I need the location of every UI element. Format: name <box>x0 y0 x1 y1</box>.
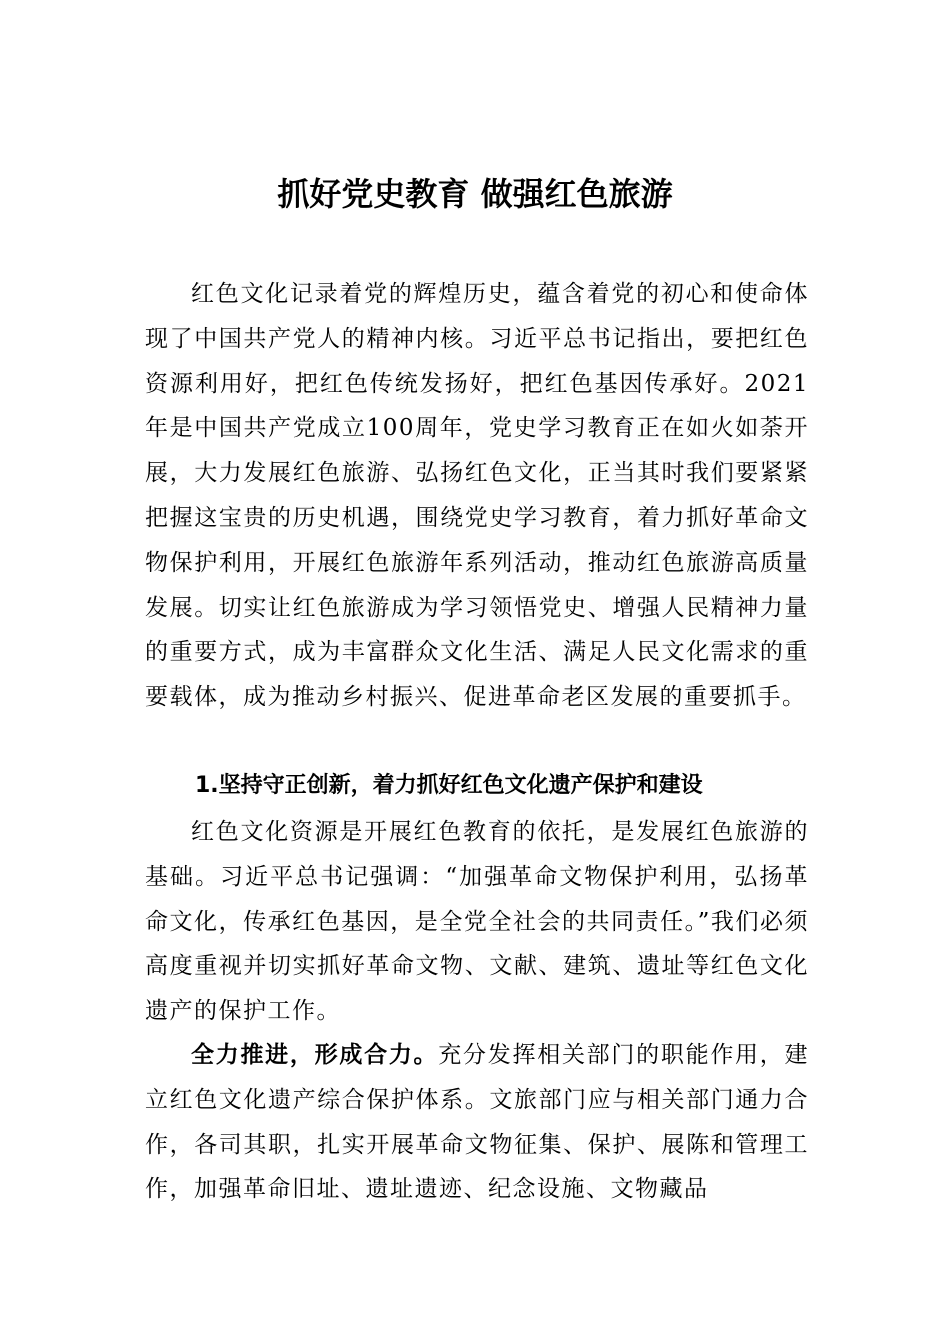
intro-paragraph: 红色文化记录着党的辉煌历史，蕴含着党的初心和使命体现了中国共产党人的精神内核。习近平总书记指出，要把红色资源利用好，把红色传统发扬好，把红色基因传承好。2021年是中国共产党成立100周年，党史学习教育正在如火如荼开展，大力发展红色旅游、弘扬红色文化，正当其时我们要紧紧把握这宝贵的历史机遇，围绕党史学习教育，着力抓好革命文物保护利用，开展红色旅游年系列活动，推动红色旅游高质量发展。切实让红色旅游成为学习领悟党史、增强人民精神力量的重要方式，成为丰富群众文化生活、满足人民文化需求的重要载体，成为推动乡村振兴、促进革命老区发展的重要抓手。 <box>145 281 809 711</box>
section-1-heading: 1.坚持守正创新，着力抓好红色文化遗产保护和建设 <box>195 773 703 798</box>
section-1-paragraph-1: 红色文化资源是开展红色教育的依托，是发展红色旅游的基础。习近平总书记强调：“加强革命文物保护利用，弘扬革命文化，传承红色基因，是全党全社会的共同责任。”我们必须高度重视并切实抓好革命文物、文献、建筑、遗址等红色文化遗产的保护工作。 <box>145 819 809 1025</box>
document-title: 抓好党史教育 做强红色旅游 <box>277 175 673 213</box>
section-1-paragraph-2 <box>145 1033 809 1212</box>
paragraph-body-text: 充分发挥相关部门的职能作用，建立红色文化遗产综合保护体系。文旅部门应与相关部门通力合作，各司其职，扎实开展革命文物征集、保护、展陈和管理工作，加强革命旧址、遗址遗迹、纪念设施、文物藏品 <box>145 1042 810 1203</box>
paragraph-lead-phrase: 全力推进，形成合力。 <box>191 1042 439 1068</box>
